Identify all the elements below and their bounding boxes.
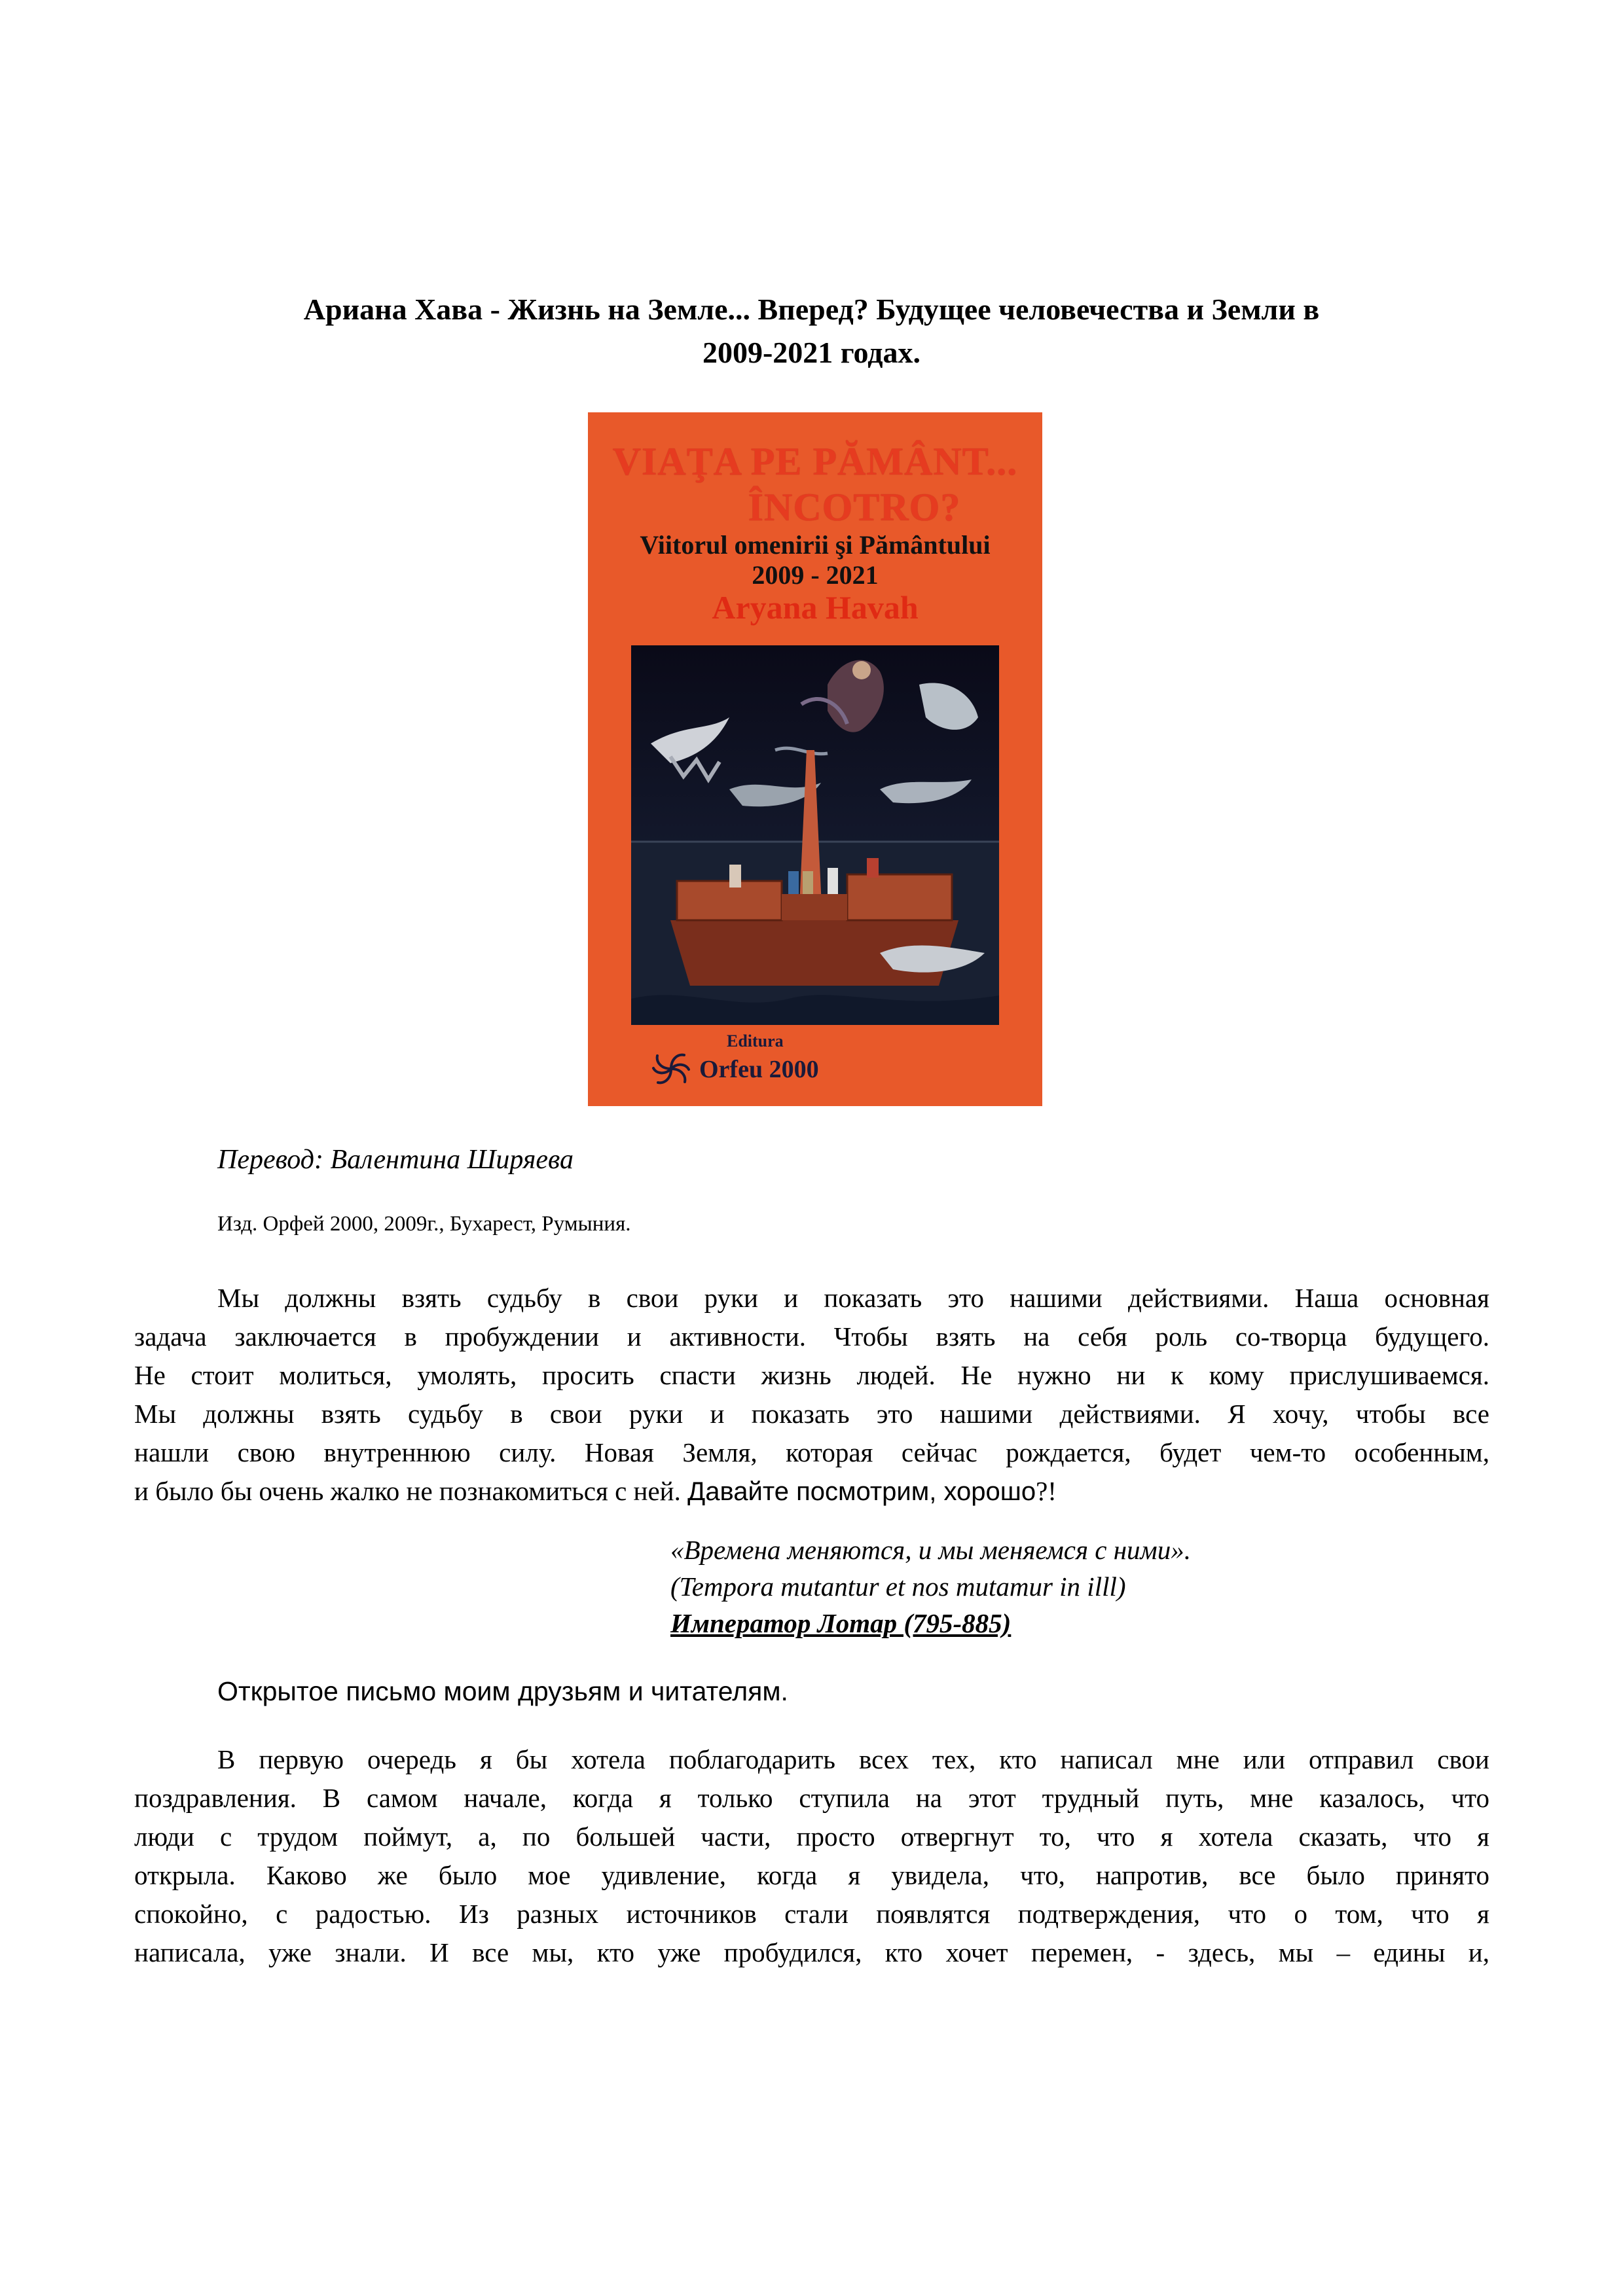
paragraph-line: люди с трудом поймут, а, по большей части, просто отвергнут то, что я хотела сказать, что я [134,1821,1489,1852]
paragraph-line: поздравления. В самом начале, когда я только ступила на этот трудный путь, мне казалось, что [134,1783,1489,1813]
paragraph-line: написала, уже знали. И все мы, кто уже пробудился, кто хочет перемен, - здесь, мы – едины и, [134,1937,1489,1967]
paragraph-tail-text: Давайте посмотрим, хорошо [687,1477,1036,1506]
cover-painting-graphic [631,645,999,1025]
paragraph-line: открыла. Каково же было мое удивление, когда я увидела, что, напротив, все было принято [134,1860,1489,1890]
paragraph-line: Не стоит молиться, умолять, просить спасти жизнь людей. Не нужно ни к кому прислушиваемся. [134,1360,1489,1390]
cover-title-line-1: VIAŢA PE PĂMÂNT... [612,440,1018,483]
paragraph-line: Мы должны взять судьбу в свои руки и показать это нашими действиями. Наша основная [217,1283,1489,1313]
cover-painting [631,645,999,1025]
intro-paragraph [134,1279,1489,1511]
quote-line-1: «Времена меняются, и мы меняемся с ними». [670,1535,1191,1565]
publisher-name: Orfeu 2000 [699,1056,819,1083]
publisher-label: Editura [727,1031,784,1050]
translator-credit: Перевод: Валентина Ширяева [217,1145,574,1175]
document-title [131,288,1492,374]
cover-author: Aryana Havah [712,589,919,626]
open-letter-heading: Открытое письмо моим друзьям и читателям. [217,1676,788,1706]
document-title-line-1: Ариана Хава - Жизнь на Земле... Вперед? Будущее человечества и Земли в [303,293,1320,326]
cover-title [588,439,1042,530]
cover-title-line-2: ÎNCOTRO? [748,486,961,529]
paragraph-end-punctuation: ?! [1036,1476,1057,1506]
cover-subtitle-line-1: Viitorul omenirii şi Pământului [640,530,991,560]
paragraph-line: задача заключается в пробуждении и активности. Чтобы взять на себя роль со-творца будущего. [134,1321,1489,1352]
publisher-logo-icon [648,1046,694,1092]
paragraph-line: нашли свою внутреннюю силу. Новая Земля, которая сейчас рождается, будет чем-то особенным, [134,1437,1489,1467]
cover-subtitle [588,530,1042,590]
document-title-line-2: 2009-2021 годах. [702,336,921,369]
paragraph-line-text: и было бы очень жалко не познакомиться с ней. [134,1476,681,1506]
paragraph-last-line [134,1472,1489,1511]
publication-info: Изд. Орфей 2000, 2009г., Бухарест, Румыния. [217,1212,631,1236]
paragraph-line: В первую очередь я бы хотела поблагодарить всех тех, кто написал мне или отправил свои [217,1744,1489,1774]
paragraph-line: Мы должны взять судьбу в свои руки и показать это нашими действиями. Я хочу, чтобы все [134,1399,1489,1429]
book-cover-image [588,412,1042,1106]
open-letter-paragraph [134,1740,1489,1972]
cover-publisher [648,1031,845,1097]
quote-author: Император Лотар (795-885) [670,1608,1012,1638]
quote-line-2: (Tempora mutantur et nos mutamur in illl) [670,1571,1126,1602]
paragraph-line: спокойно, с радостью. Из разных источников стали появлятся подтверждения, что о том, что я [134,1899,1489,1929]
epigraph-quote [670,1532,1191,1641]
cover-subtitle-line-2: 2009 - 2021 [752,560,879,590]
